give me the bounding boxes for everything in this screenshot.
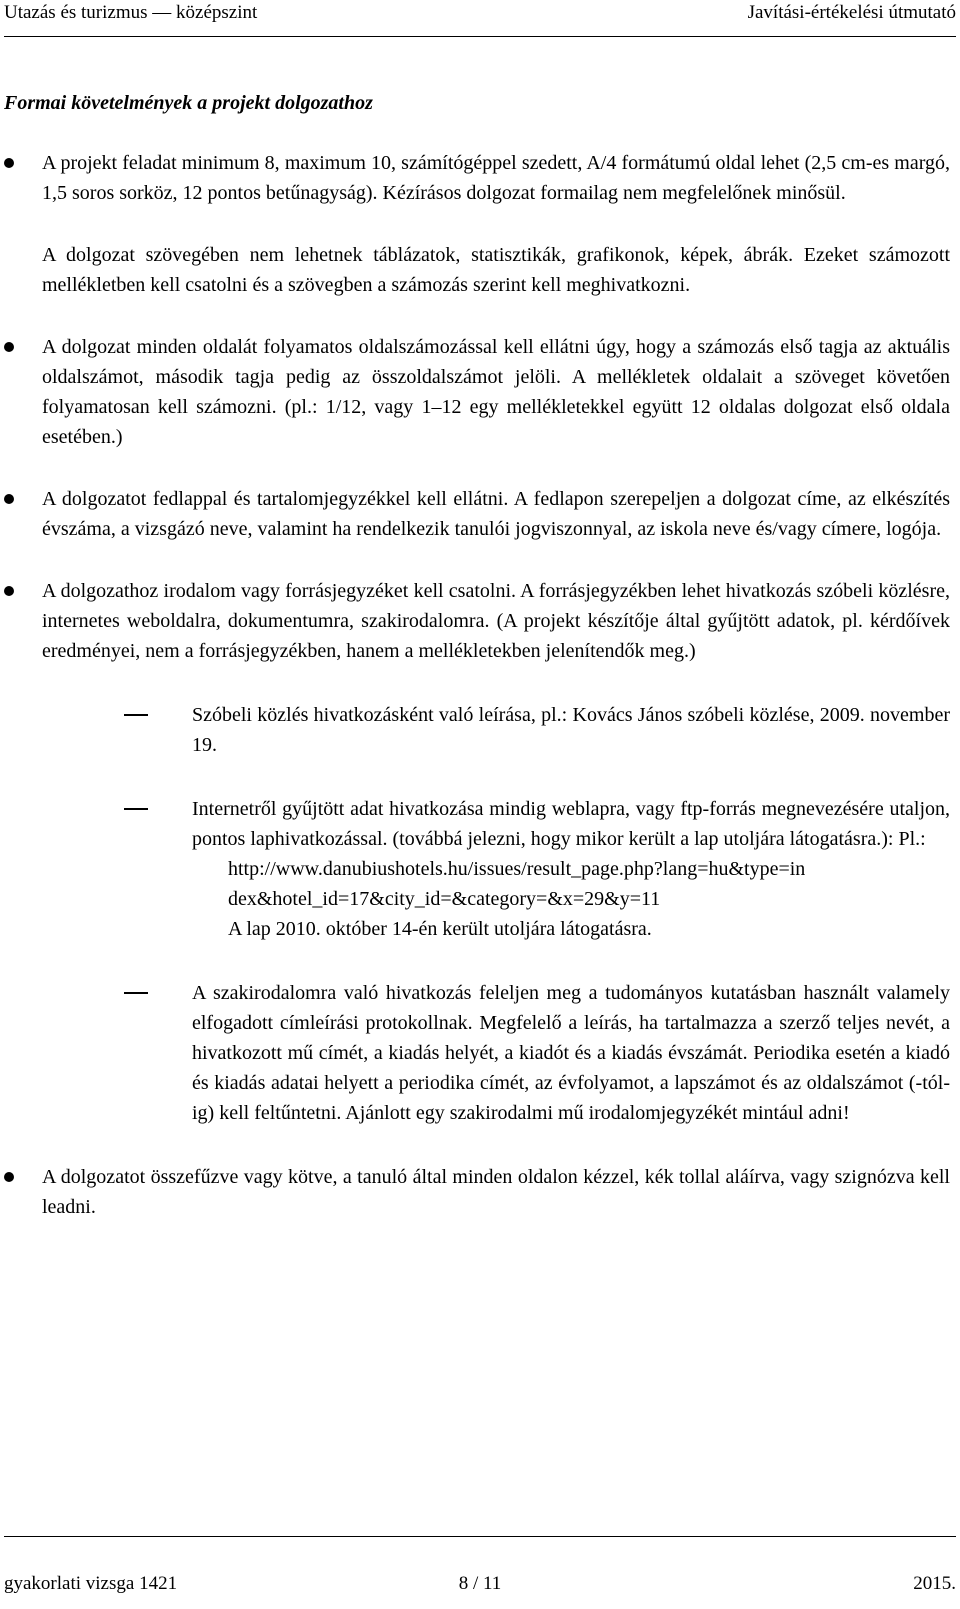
section-title: Formai követelmények a projekt dolgozathoz: [4, 92, 373, 114]
page-header: [4, 2, 956, 37]
paragraph: A dolgozat szövegében nem lehetnek táblázatok, statisztikák, grafikonok, képek, ábrák. Ezeket számozott mellékletben kell csatolni és a szövegben a számozás szerint kell meghivatkozni.: [42, 244, 950, 296]
paragraph: A szakirodalomra való hivatkozás feleljen meg a tudományos kutatásban használt valamely elfogadott címleírási protokollnak. Megfelelő a leírás, ha tartalmazza a szerző teljes nevét, a hivatkozott mű címét, a kiadás helyét, a kiadót és a kiadás évszámát. Periodika esetén a kiadó és kiadás adatai helyett a periodika címét, az évfolyamot, a lapszámot és az oldalszámot (-tól-ig) kell feltűntetni. Ajánlott egy szakirodalmi mű irodalomjegyzékét mintául adni!: [192, 982, 950, 1124]
paragraph: A dolgozatot fedlappal és tartalomjegyzékkel kell ellátni. A fedlapon szerepeljen a dolgozat címe, az elkészítés évszáma, a vizsgázó neve, valamint ha rendelkezik tanulói jogviszonnyal, az iskola neve és/vagy címere, logója.: [42, 488, 950, 540]
list-item: [0, 1162, 960, 1222]
list-item: [0, 148, 960, 300]
dash-icon: [124, 714, 148, 716]
paragraph: A dolgozathoz irodalom vagy forrásjegyzéket kell csatolni. A forrásjegyzékben lehet hivatkozás szóbeli közlésre, internetes weboldalra, dokumentumra, szakirodalomra. (A projekt készítője által gyűjtött adatok, pl. kérdőívek eredményei, nem a forrásjegyzékben, hanem a mellékletekben jelenítendők meg.): [42, 580, 950, 662]
sub-list-item: [0, 700, 960, 760]
example-url-line: http://www.danubiushotels.hu/issues/result_page.php?lang=hu&type=in: [228, 858, 806, 880]
footer-page-number: 8 / 11: [458, 1573, 502, 1594]
bullet-icon: [4, 1172, 14, 1182]
list-item: [0, 484, 960, 544]
paragraph: A dolgozatot összefűzve vagy kötve, a tanuló által minden oldalon kézzel, kék tollal aláírva, vagy szignózva kell leadni.: [42, 1166, 950, 1218]
paragraph: A dolgozat minden oldalát folyamatos oldalszámozással kell ellátni úgy, hogy a számozás első tagja az aktuális oldalszámot, második tagja pedig az összoldalszámot jelöli. A mellékletek oldalait a szöveget követően folyamatosan kell számozni. (pl.: 1/12, vagy 1–12 egy mellékletekkel együtt 12 oldalas dolgozat első oldala esetében.): [42, 336, 950, 448]
bullet-icon: [4, 158, 14, 168]
paragraph: Szóbeli közlés hivatkozásként való leírása, pl.: Kovács János szóbeli közlése, 2009. november 19.: [192, 704, 950, 756]
dash-icon: [124, 808, 148, 810]
example-url-line: dex&hotel_id=17&city_id=&category=&x=29&y=11: [228, 888, 661, 910]
visit-note: A lap 2010. október 14-én került utoljára látogatásra.: [228, 918, 652, 940]
sub-list-item: [0, 978, 960, 1128]
footer-year: 2015.: [913, 1573, 956, 1594]
header-doc-type: Javítási-értékelési útmutató: [747, 2, 956, 23]
list-item: [0, 576, 960, 666]
bullet-icon: [4, 494, 14, 504]
header-subject: Utazás és turizmus — középszint: [4, 2, 258, 23]
paragraph: Internetről gyűjtött adat hivatkozása mindig weblapra, vagy ftp-forrás megnevezésére utaljon, pontos laphivatkozással. (továbbá jelezni, hogy mikor került a lap utoljára látogatásra.): Pl.:: [192, 798, 950, 850]
bullet-icon: [4, 586, 14, 596]
page-footer: [4, 1536, 956, 1597]
sub-list-item: [0, 794, 960, 944]
footer-exam-code: gyakorlati vizsga 1421: [4, 1573, 178, 1594]
dash-icon: [124, 992, 148, 994]
paragraph: A projekt feladat minimum 8, maximum 10, számítógéppel szedett, A/4 formátumú oldal lehet (2,5 cm-es margó, 1,5 soros sorköz, 12 pontos betűnagyság). Kézírásos dolgozat formailag nem megfelelőnek minősül.: [42, 152, 950, 204]
bullet-icon: [4, 342, 14, 352]
list-item: [0, 332, 960, 452]
requirements-list: [0, 148, 960, 1222]
